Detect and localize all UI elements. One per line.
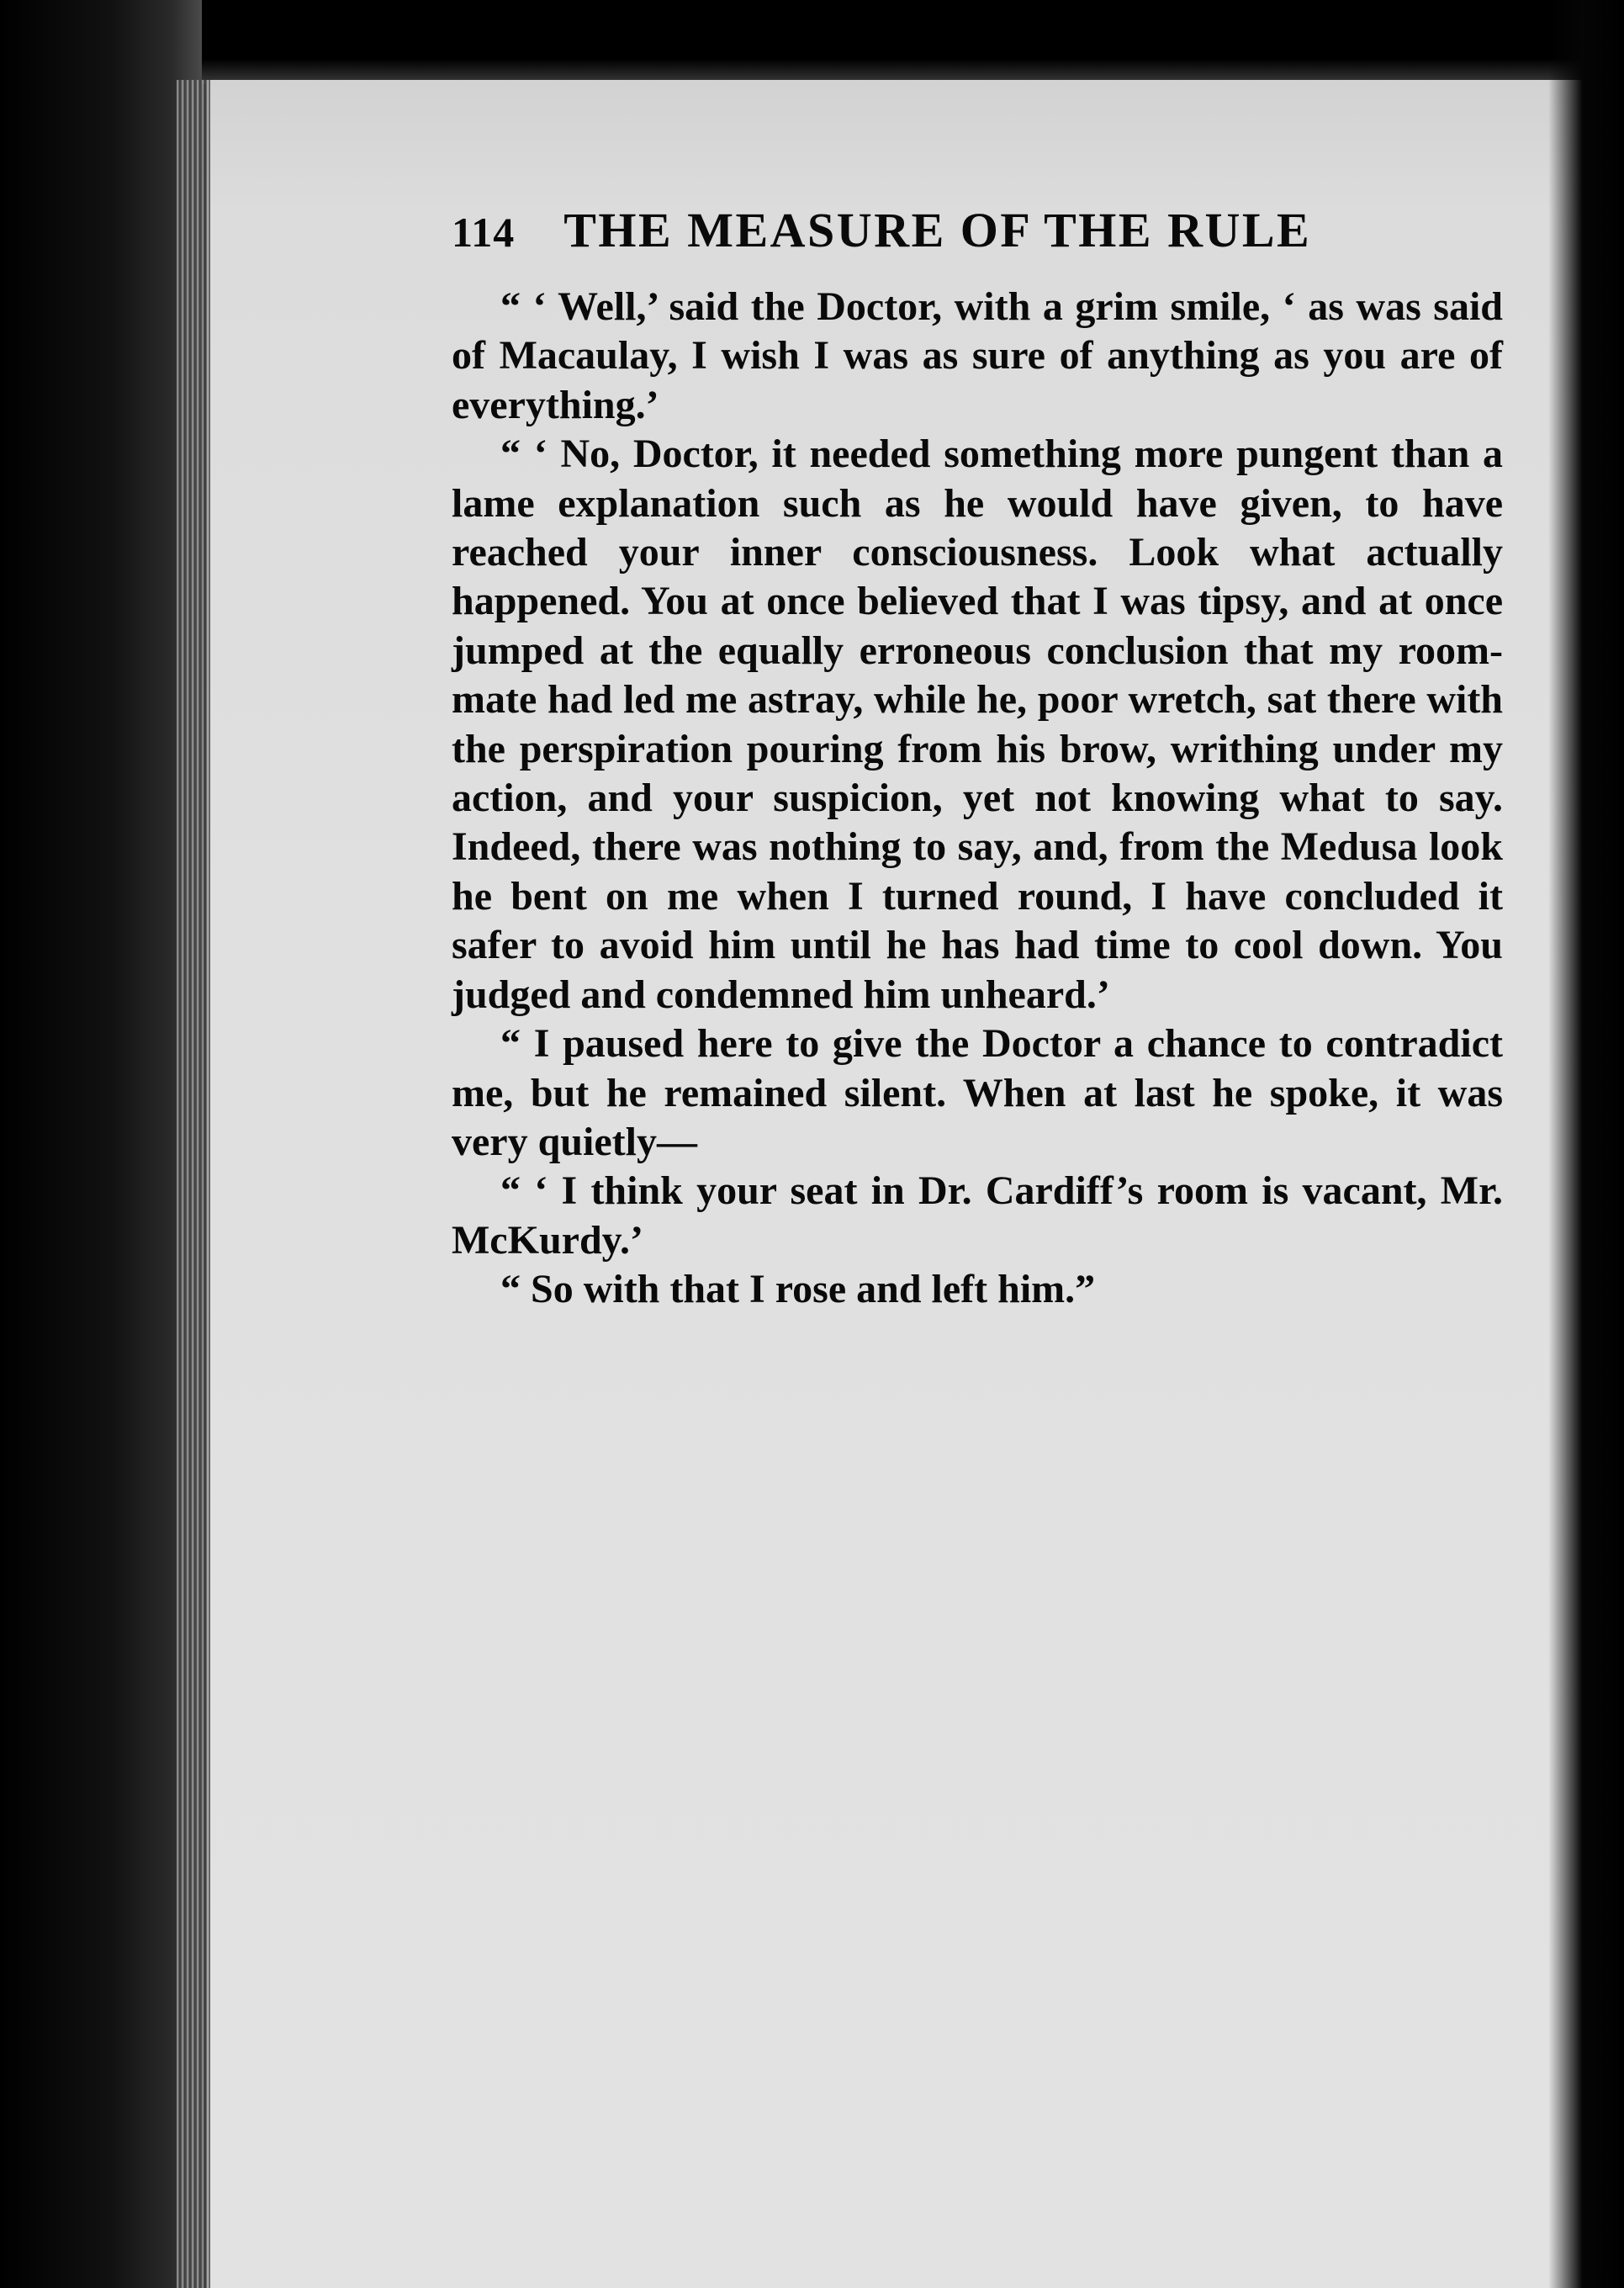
paragraph: “ So with that I rose and left him.” [500, 1267, 1096, 1312]
paragraph: “ ‘ No, Doctor, it needed something more pungent than a lame explanation such as he would have given, to have reached your inner consciousness. Look what actually happened. You at once believed that I was tipsy, and at once jumped at the equally erroneous conclusion that my room-mate had led me astray, while he, poor wretch, sat there with the perspiration pouring from his brow, writhing under my action, and your suspicion, yet not knowing what to say. Indeed, there was nothing to say, and, from the Medusa look he bent on me when I turned round, I have concluded it safer to avoid him until he has had time to cool down. You judged and condemned him unheard.’ [452, 432, 1503, 1017]
scan-top-border [202, 0, 1624, 84]
body-text [452, 283, 1503, 1315]
book-spine-shadow [0, 0, 202, 2288]
paragraph: “ I paused here to give the Doctor a chance to contradict me, but he remained silent. When at last he spoke, it was very quietly— [452, 1021, 1503, 1164]
page-number: 114 [452, 209, 516, 256]
paragraph: “ ‘ I think your seat in Dr. Cardiff’s room is vacant, Mr. McKurdy.’ [452, 1168, 1503, 1263]
running-head [452, 202, 1503, 278]
page-edges [177, 80, 210, 2288]
scan-right-border [1548, 0, 1624, 2288]
running-title: THE MEASURE OF THE RULE [563, 203, 1312, 257]
paragraph: “ ‘ Well,’ said the Doctor, with a grim smile, ‘ as was said of Macaulay, I wish I was as sure of anything as you are of everything.’ [452, 284, 1503, 427]
page-text-block [452, 202, 1503, 1315]
